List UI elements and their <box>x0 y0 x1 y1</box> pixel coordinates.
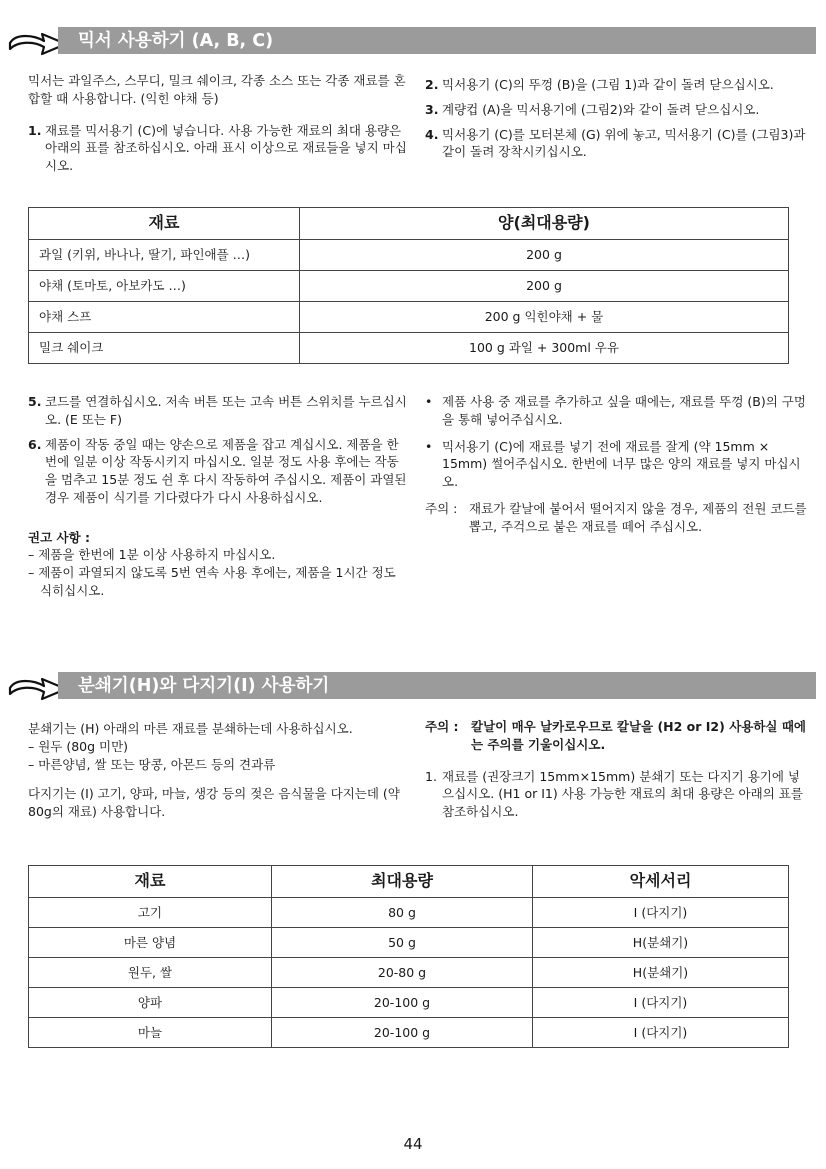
step-number: 1. <box>28 122 42 138</box>
mixer-lower-left <box>28 393 410 600</box>
table-row <box>29 928 789 958</box>
step-1 <box>28 122 410 175</box>
section-banner-mixer <box>8 27 816 67</box>
caution-label: 주의 : <box>425 500 458 516</box>
mixer-right-column <box>425 76 807 161</box>
step-text: 코드를 연결하십시오. 저속 버튼 또는 고속 버튼 스위치를 누르십시오. (E 또는 F) <box>45 394 407 427</box>
table-row <box>29 271 789 302</box>
caution-note <box>425 500 807 536</box>
cell-accessory: I (다지기) <box>533 988 789 1018</box>
cell-amount: 200 g 익힌야채 + 물 <box>300 302 789 333</box>
table-row <box>29 898 789 928</box>
recommend-title: 권고 사항 : <box>28 529 91 545</box>
cell-capacity: 20-80 g <box>272 958 533 988</box>
cell-ingredient: 과일 (키위, 바나나, 딸기, 파인애플 …) <box>29 240 300 271</box>
step-number: 6. <box>28 436 42 452</box>
page-number: 44 <box>403 1135 423 1153</box>
cell-ingredient: 야채 스프 <box>29 302 300 333</box>
cell-capacity: 80 g <box>272 898 533 928</box>
step-text: 재료를 믹서용기 (C)에 넣습니다. 사용 가능한 재료의 최대 용량은 아래의 표를 참조하십시오. 아래 표시 이상으로 재료들을 넣지 마십시오. <box>45 122 407 173</box>
bullet-item <box>425 438 807 491</box>
cell-amount: 200 g <box>300 240 789 271</box>
cell-ingredient: 양파 <box>29 988 272 1018</box>
cell-capacity: 50 g <box>272 928 533 958</box>
chopper-text: 다지기는 (I) 고기, 양파, 마늘, 생강 등의 젖은 음식물을 다지는데 (약 80g의 재료) 사용합니다. <box>28 786 400 819</box>
header-accessory: 악세서리 <box>533 866 789 898</box>
cell-capacity: 20-100 g <box>272 988 533 1018</box>
step-2 <box>425 76 807 94</box>
grinder-step-1 <box>425 768 807 821</box>
cell-ingredient: 고기 <box>29 898 272 928</box>
cell-accessory: I (다지기) <box>533 1018 789 1048</box>
header-ingredient: 재료 <box>29 866 272 898</box>
mixer-lower-right <box>425 393 807 535</box>
bullet-text: 믹서용기 (C)에 재료를 넣기 전에 재료를 잘게 (약 15mm × 15mm) 썰어주십시오. 한번에 너무 많은 양의 재료를 넣지 마십시오. <box>442 438 801 489</box>
table-row <box>29 988 789 1018</box>
table-row <box>29 302 789 333</box>
table-row <box>29 240 789 271</box>
grinder-caution <box>425 718 807 754</box>
step-text: 재료를 (권장크기 15mm×15mm) 분쇄기 또는 다지기 용기에 넣으십시오. (H1 or I1) 사용 가능한 재료의 최대 용량은 아래의 표를 참조하십시오. <box>442 768 803 819</box>
header-amount: 양(최대용량) <box>300 208 789 240</box>
step-number: 4. <box>425 126 439 142</box>
step-text: 믹서용기 (C)의 뚜껑 (B)을 (그림 1)과 같이 돌려 닫으십시오. <box>442 77 774 92</box>
table-row <box>29 333 789 364</box>
step-text: 계량컵 (A)을 믹서용기에 (그림2)와 같이 돌려 닫으십시오. <box>442 101 760 117</box>
grinder-intro: 분쇄기는 (H) 아래의 마른 재료를 분쇄하는데 사용하십시오. <box>28 721 353 736</box>
step-number: 1. <box>425 768 437 784</box>
mixer-capacity-table <box>28 207 789 364</box>
caution-label: 주의 : <box>425 719 459 734</box>
bullet-text: 제품 사용 중 재료를 추가하고 싶을 때에는, 재료를 뚜껑 (B)의 구멍을 통해 넣어주십시오. <box>442 394 806 427</box>
step-number: 5. <box>28 394 42 409</box>
section-title: 분쇄기(H)와 다지기(I) 사용하기 <box>78 676 330 696</box>
step-number: 2. <box>425 77 439 92</box>
step-number: 3. <box>425 101 439 117</box>
step-6 <box>28 436 410 507</box>
bullet-item <box>425 393 807 429</box>
cell-amount: 200 g <box>300 271 789 302</box>
mixer-intro: 믹서는 과일주스, 스무디, 밀크 쉐이크, 각종 소스 또는 각종 재료를 혼합할 때 사용합니다. (익힌 야채 등) <box>28 73 406 106</box>
table-row <box>29 958 789 988</box>
mixer-left-column <box>28 72 410 175</box>
cell-ingredient: 야채 (토마토, 아보카도 …) <box>29 271 300 302</box>
table-row <box>29 1018 789 1048</box>
step-3 <box>425 101 807 119</box>
cell-accessory: H(분쇄기) <box>533 958 789 988</box>
section-title: 믹서 사용하기 (A, B, C) <box>78 31 274 51</box>
recommend-item: – 제품을 한번에 1분 이상 사용하지 마십시오. <box>28 547 276 563</box>
header-ingredient: 재료 <box>29 208 300 240</box>
caution-text: 칼날이 매우 날카로우므로 칼날을 (H2 or I2) 사용하실 때에는 주의를 기울이십시오. <box>471 719 807 752</box>
grinder-left-column <box>28 720 410 821</box>
table-header-row <box>29 208 789 240</box>
grinder-right-column <box>425 718 807 821</box>
cell-ingredient: 밀크 쉐이크 <box>29 333 300 364</box>
grinder-capacity-table <box>28 865 789 1048</box>
recommend-item: – 제품이 과열되지 않도록 5번 연속 사용 후에는, 제품을 1시간 정도 식히십시오. <box>28 565 396 598</box>
step-text: 제품이 작동 중일 때는 양손으로 제품을 잡고 계십시오. 제품을 한번에 일분 이상 작동시키지 마십시오. 일분 정도 사용 후에는 작동을 멈추고 15분 정도 쉰 후 다시 작동하여 주십시오. 제품이 과열된 경우 제품이 식기를 기다렸다가 다시 사용하십시오. <box>45 436 407 505</box>
grinder-intro-item: – 마른양념, 쌀 또는 땅콩, 아몬드 등의 견과류 <box>28 756 276 772</box>
cell-capacity: 20-100 g <box>272 1018 533 1048</box>
cell-ingredient: 원두, 쌀 <box>29 958 272 988</box>
bullet-icon: • <box>425 394 433 409</box>
header-max-capacity: 최대용량 <box>272 866 533 898</box>
cell-ingredient: 마늘 <box>29 1018 272 1048</box>
bullet-icon: • <box>425 438 433 454</box>
section-banner-grinder <box>8 672 816 712</box>
cell-accessory: I (다지기) <box>533 898 789 928</box>
table-header-row <box>29 866 789 898</box>
cell-accessory: H(분쇄기) <box>533 928 789 958</box>
grinder-intro-item: – 원두 (80g 미만) <box>28 738 129 754</box>
step-5 <box>28 393 410 429</box>
cell-ingredient: 마른 양념 <box>29 928 272 958</box>
cell-amount: 100 g 과일 + 300ml 우유 <box>300 333 789 364</box>
step-4 <box>425 126 807 162</box>
caution-text: 재료가 칼날에 붙어서 떨어지지 않을 경우, 제품의 전원 코드를 뽑고, 주걱으로 붙은 재료를 떼어 주십시오. <box>469 500 807 534</box>
step-text: 믹서용기 (C)를 모터본체 (G) 위에 놓고, 믹서용기 (C)를 (그림3)과 같이 돌려 장착시키십시오. <box>442 126 806 160</box>
